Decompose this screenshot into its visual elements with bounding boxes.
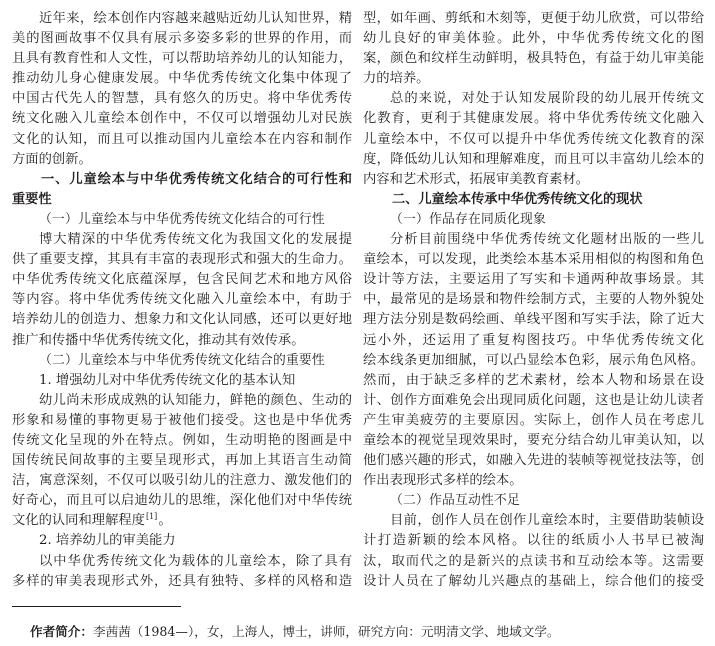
text-line: 美的图画故事不仅具有展示多姿多彩的世界的作用，而 (12, 31, 352, 47)
text-line: 传统文化呈现的外在特点。例如，生动明艳的图画是中 (12, 432, 352, 448)
text-line: 目前，创作人员在创作儿童绘本时，主要借助装帧设 (390, 513, 704, 529)
text-line: 童绘本的视觉呈现效果时，要充分结合幼儿审美认知，以 (363, 432, 704, 448)
text-line: （二）作品互动性不足 (390, 493, 520, 509)
text-line: 国传统民间故事的主要呈现形式，再加上其语言生动简 (12, 453, 352, 469)
text-line: 中华优秀传统文化底蕴深厚，包含民间艺术和地方风俗 (12, 272, 352, 288)
text-line: 文化的认知，而且可以推动国内儿童绘本在内容和制作 (12, 131, 352, 147)
text-line: 然而，由于缺乏多样的艺术素材，绘本人物和场景在设 (363, 372, 704, 388)
text-line: （一）作品存在同质化现象 (390, 211, 546, 227)
footnote-rule (12, 606, 181, 607)
text-line: 绘本线条更加细腻，可以凸显绘本色彩，展示角色风格。 (363, 352, 704, 368)
text-line: 计打造新颖的绘本风格。以往的纸质小人书早已被淘 (363, 533, 704, 549)
text-line: 形象和易懂的事物更易于被他们接受。这也是中华优秀 (12, 412, 352, 428)
right-column (363, 9, 704, 592)
text-line: 1. 增强幼儿对中华优秀传统文化的基本认知 (39, 372, 296, 388)
section-heading (12, 170, 352, 210)
subsection-heading (363, 491, 704, 511)
text-line: 好奇心，而且可以启迪幼儿的思维，深化他们对中华传统 (12, 493, 352, 509)
text-line: 化教育，更利于其健康发展。将中华优秀传统文化融入 (363, 111, 704, 127)
subsection-heading (363, 210, 704, 230)
text-line: 计、创作方面难免会出现同质化问题，这也是让幼儿读者 (363, 392, 704, 408)
text-line: 幼儿良好的审美体验。此外，中华优秀传统文化的图 (363, 31, 704, 47)
author-note-label: 作者简介： (30, 624, 93, 639)
author-note-text: 李茜茜（1984—），女，上海人，博士，讲师，研究方向：元明清文学、地域文学。 (92, 624, 560, 639)
subsection-heading (12, 210, 352, 230)
subsection-heading (12, 351, 352, 371)
text-line: 近年来，绘本创作内容越来越贴近幼儿认知世界，精 (39, 11, 352, 26)
text-line: 幼儿尚未形成成熟的认知能力，鲜艳的颜色、生动的 (39, 392, 352, 408)
text-line: 作出表现形式多样的绘本。 (363, 473, 523, 489)
text-line: 培养幼儿的创造力、想象力和文化认同感，还可以更好地 (12, 312, 352, 328)
text-line: 产生审美疲劳的主要原因。实际上，创作人员在考虑儿 (363, 412, 704, 428)
text-line: 方面的创新。 (12, 151, 92, 167)
text-line: 推广和传播中华优秀传统文化，推动其有效传承。 (12, 332, 305, 348)
text-line: 中，最常见的是场景和物件绘制方式，主要的人物外貌处 (363, 292, 704, 308)
text-line: 设计人员在了解幼儿兴趣点的基础上，综合他们的接受 (363, 573, 704, 589)
text-line: （二）儿童绘本与中华优秀传统文化结合的重要性 (39, 352, 325, 368)
numbered-heading (12, 371, 352, 391)
text-line: 统文化融入儿童绘本创作中，不仅可以增强幼儿对民族 (12, 111, 352, 127)
text-line: 度，降低幼儿认知和理解难度，而且可以丰富幼儿绘本的 (363, 151, 704, 167)
text-line: 供了重要支撑，其具有丰富的表现形式和强大的生命力。 (12, 252, 352, 268)
paragraph (363, 89, 704, 189)
text-line: 二、儿童绘本传承中华优秀传统文化的现状 (392, 191, 643, 207)
text-line: 童绘本，可以发现，此类绘本基本采用相似的构图和角色 (363, 252, 704, 268)
citation-reference: [1] (145, 512, 158, 522)
author-note (30, 622, 700, 642)
paragraph (363, 511, 704, 591)
text-line: 以中华优秀传统文化为载体的儿童绘本，除了具有 (39, 553, 352, 569)
text-line: 内容和艺术形式，拓展审美教育素材。 (363, 171, 590, 187)
text-line: 远小外，还运用了重复构图技巧。中华优秀传统文化 (363, 332, 704, 348)
text-line (12, 511, 352, 531)
numbered-heading (12, 531, 352, 551)
text-line: 他们感兴趣的形式，如融入先进的装帧等视觉技法等，创 (363, 453, 704, 469)
text-line: 2. 培养幼儿的审美能力 (39, 533, 176, 549)
text-line: 且具有教育性和人文性，可以帮助培养幼儿的认知能力， (12, 51, 352, 67)
paragraph (12, 552, 352, 592)
text-line: 力的培养。 (363, 71, 430, 87)
section-heading (363, 190, 704, 210)
paragraph (12, 391, 352, 532)
paragraph (363, 9, 704, 89)
paragraph (12, 230, 352, 351)
text-line: 汰，取而代之的是新兴的点读书和互动绘本等。这需要 (363, 553, 704, 569)
text-line: 洁，寓意深刻，不仅可以吸引幼儿的注意力、激发他们的 (12, 473, 352, 489)
text-line: 博大精深的中华优秀传统文化为我国文化的发展提 (39, 232, 352, 248)
text-segment: 文化的认同和理解程度 (12, 513, 145, 529)
text-segment: 。 (158, 513, 172, 529)
text-line: 多样的审美表现形式外，还具有独特、多样的风格和造 (12, 573, 352, 589)
text-line: 总的来说，对处于认知发展阶段的幼儿展开传统文 (390, 91, 704, 107)
text-line: （一）儿童绘本与中华优秀传统文化结合的可行性 (39, 211, 325, 227)
text-line: 分析目前围绕中华优秀传统文化题材出版的一些儿 (390, 232, 704, 248)
text-line: 儿童绘本中，不仅可以提升中华优秀传统文化教育的深 (363, 131, 704, 147)
text-line: 理方法分别是数码绘画、单线平图和写实手法，除了近大 (363, 312, 704, 328)
text-line: 推动幼儿身心健康发展。中华优秀传统文化集中体现了 (12, 71, 352, 87)
text-line: 型，如年画、剪纸和木刻等，更便于幼儿欣赏，可以带给 (363, 11, 704, 26)
text-line: 中国古代先人的智慧，具有悠久的历史。将中华优秀传 (12, 91, 352, 107)
paragraph (363, 230, 704, 491)
text-line: 案，颜色和纹样生动鲜明，极具特色，有益于幼儿审美能 (363, 51, 704, 67)
text-line: 等内容。将中华优秀传统文化融入儿童绘本中，有助于 (12, 292, 352, 308)
paragraph (12, 9, 352, 170)
text-line: 设计等方法，主要运用了写实和卡通两种故事场景。其 (363, 272, 704, 288)
text-line: 重要性 (12, 191, 52, 207)
text-line: 一、儿童绘本与中华优秀传统文化结合的可行性和 (41, 171, 352, 187)
left-column (12, 9, 352, 592)
